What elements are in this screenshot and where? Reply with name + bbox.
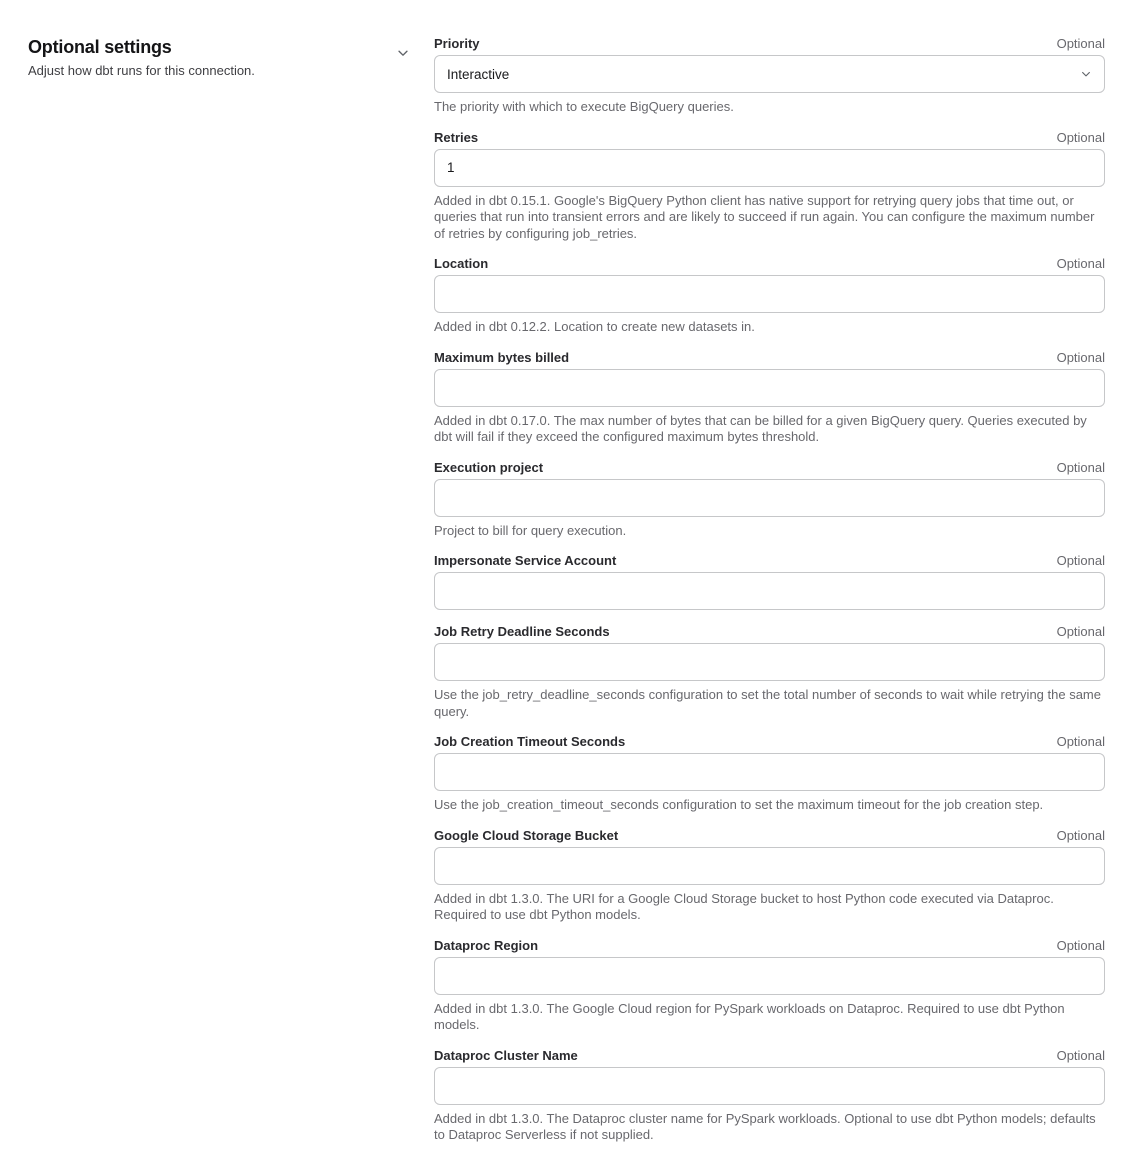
dataproc-region-input[interactable] [434, 957, 1105, 995]
chevron-down-icon [1080, 68, 1092, 80]
select-value: Interactive [447, 66, 510, 82]
chevron-down-icon [396, 46, 410, 60]
job-creation-timeout-seconds-input[interactable] [434, 753, 1105, 791]
field-dataproc-region [434, 938, 1105, 1034]
optional-badge: Optional [1056, 129, 1105, 145]
job-creation-timeout-seconds-help-text: Use the job_creation_timeout_seconds configuration to set the maximum timeout for the job creation step. [434, 797, 1044, 812]
optional-badge: Optional [1056, 1047, 1105, 1063]
location-input[interactable] [434, 275, 1105, 313]
field-label: Retries [434, 129, 479, 145]
field-maximum-bytes-billed [434, 350, 1105, 446]
section-header [28, 36, 410, 79]
retries-help-text: Added in dbt 0.15.1. Google's BigQuery Python client has native support for retrying query jobs that time out, or queries that run into transient errors and are likely to succeed if run again. You can configure the maximum number of retries by configuring job_retries. [434, 192, 1095, 241]
optional-badge: Optional [1056, 827, 1105, 843]
maximum-bytes-billed-help-text: Added in dbt 0.17.0. The max number of bytes that can be billed for a given BigQuery query. Queries executed by dbt will fail if they exceed the configured maximum bytes threshold. [434, 412, 1087, 444]
google-cloud-storage-bucket-help-text: Added in dbt 1.3.0. The URI for a Google Cloud Storage bucket to host Python code executed via Dataproc. Required to use dbt Python models. [434, 890, 1054, 922]
field-label: Job Retry Deadline Seconds [434, 624, 610, 639]
optional-badge: Optional [1056, 734, 1105, 749]
optional-badge: Optional [1056, 624, 1105, 639]
execution-project-input[interactable] [434, 479, 1105, 517]
field-dataproc-cluster-name [434, 1048, 1105, 1144]
section-collapse-button[interactable] [396, 46, 410, 60]
field-header [434, 460, 1105, 476]
job-retry-deadline-seconds-input[interactable] [434, 643, 1105, 681]
dataproc-region-help-text: Added in dbt 1.3.0. The Google Cloud region for PySpark workloads on Dataproc. Required to use dbt Python models. [434, 1000, 1065, 1032]
field-header [434, 350, 1105, 366]
field-header [434, 734, 1105, 750]
job-retry-deadline-seconds-help-text: Use the job_retry_deadline_seconds configuration to set the total number of seconds to wait while retrying the same query. [434, 687, 1101, 719]
field-header [434, 256, 1105, 272]
priority-help-text: The priority with which to execute BigQuery queries. [434, 99, 734, 114]
field-header [434, 938, 1105, 954]
field-label: Google Cloud Storage Bucket [434, 827, 619, 843]
optional-badge: Optional [1056, 36, 1105, 51]
field-impersonate-service-account [434, 553, 1105, 610]
field-header [434, 1048, 1105, 1064]
optional-badge: Optional [1056, 349, 1105, 365]
field-execution-project [434, 460, 1105, 540]
google-cloud-storage-bucket-input[interactable] [434, 847, 1105, 885]
retries-input[interactable] [434, 149, 1105, 187]
field-header [434, 130, 1105, 146]
field-label: Priority [434, 36, 480, 51]
field-location [434, 256, 1105, 336]
field-header [434, 36, 1105, 52]
field-job-creation-timeout-seconds [434, 734, 1105, 814]
field-label: Dataproc Region [434, 937, 539, 953]
maximum-bytes-billed-input[interactable] [434, 369, 1105, 407]
priority-select[interactable] [434, 55, 1105, 93]
execution-project-help-text: Project to bill for query execution. [434, 522, 627, 538]
field-header [434, 624, 1105, 640]
field-label: Dataproc Cluster Name [434, 1047, 578, 1063]
section-header-text [28, 36, 255, 79]
field-priority [434, 36, 1105, 116]
field-label: Job Creation Timeout Seconds [434, 734, 626, 749]
field-label: Execution project [434, 459, 544, 475]
location-help-text: Added in dbt 0.12.2. Location to create new datasets in. [434, 319, 755, 334]
field-label: Location [434, 256, 489, 271]
fields-list [434, 36, 1105, 1158]
optional-badge: Optional [1056, 459, 1105, 475]
optional-badge: Optional [1056, 553, 1105, 568]
field-retries [434, 130, 1105, 243]
impersonate-service-account-input[interactable] [434, 572, 1105, 610]
field-label: Maximum bytes billed [434, 349, 570, 365]
optional-badge: Optional [1056, 937, 1105, 953]
field-job-retry-deadline-seconds [434, 624, 1105, 720]
dataproc-cluster-name-input[interactable] [434, 1067, 1105, 1105]
field-header [434, 828, 1105, 844]
field-header [434, 553, 1105, 569]
dataproc-cluster-name-help-text: Added in dbt 1.3.0. The Dataproc cluster name for PySpark workloads. Optional to use dbt Python models; defaults to Dataproc Serverless if not supplied. [434, 1110, 1096, 1142]
section-subtitle: Adjust how dbt runs for this connection. [28, 63, 255, 78]
field-label: Impersonate Service Account [434, 553, 617, 568]
optional-badge: Optional [1056, 256, 1105, 271]
field-google-cloud-storage-bucket [434, 828, 1105, 924]
page-title: Optional settings [28, 37, 172, 57]
